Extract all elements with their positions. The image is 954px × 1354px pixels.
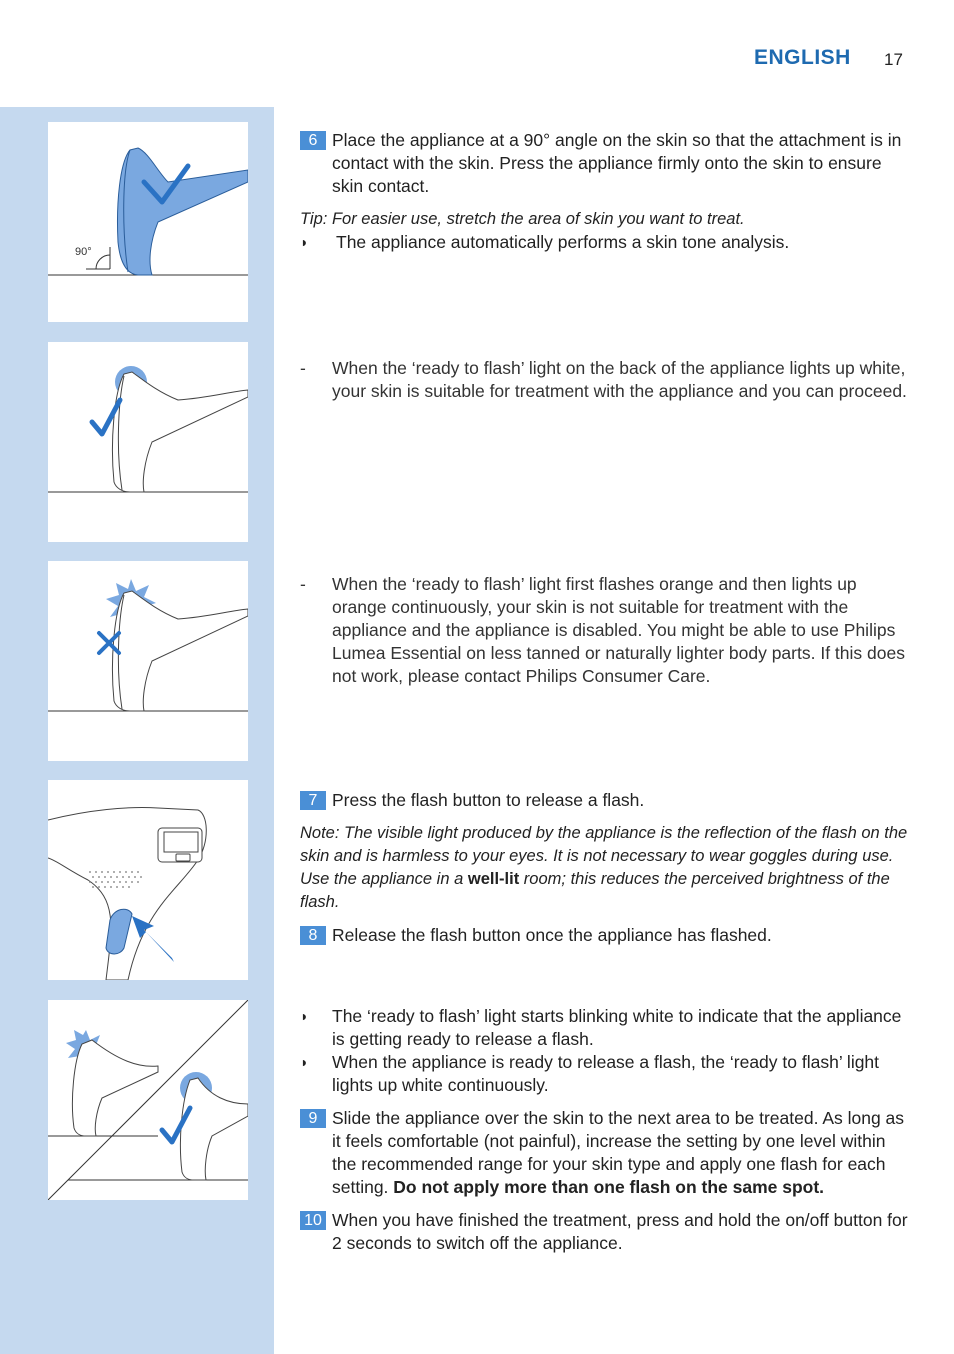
bullet-icon: ◗ — [300, 234, 309, 250]
step-text: When you have finished the treatment, press and hold the on/off button for 2 seconds to switch off the appliance. — [332, 1210, 908, 1253]
step-text: Press the flash button to release a flash. — [332, 790, 645, 810]
figure-ready-white — [48, 342, 248, 542]
figure-flash-button — [48, 780, 248, 980]
dash-marker: - — [300, 574, 306, 594]
info-text: When the ‘ready to flash’ light first flashes orange and then lights up orange continuously, your skin is not suitable for treatment with the appliance and the appliance is disabled. You might be able to use Philips Lumea Essential on less tanned or naturally lighter body parts. If this does not work, please contact Philips Consumer Care. — [332, 574, 905, 686]
panel-pointer — [248, 571, 274, 589]
panel-pointer — [248, 132, 274, 150]
step-6 — [300, 129, 910, 254]
step-number: 7 — [300, 791, 326, 810]
panel-pointer — [248, 352, 274, 370]
angle-label: 90° — [75, 246, 92, 258]
figure-90-degree-angle — [48, 122, 248, 322]
step-number: 9 — [300, 1109, 326, 1128]
after-flash-section — [300, 1005, 910, 1255]
step-text: Release the flash button once the appliance has flashed. — [332, 925, 772, 945]
ready-orange-info — [300, 573, 910, 688]
header-language: ENGLISH — [754, 46, 851, 69]
figure-ready-orange — [48, 561, 248, 761]
bullet-text: When the appliance is ready to release a flash, the ‘ready to flash’ light lights up white continuously. — [332, 1052, 880, 1095]
page-number: 17 — [884, 50, 903, 69]
dash-marker: - — [300, 358, 306, 378]
bullet-icon: ◗ — [300, 1008, 309, 1024]
bullet-icon: ◗ — [300, 1054, 309, 1070]
ready-white-info — [300, 357, 910, 403]
step-9 — [300, 1107, 910, 1199]
bullet-text: The ‘ready to flash’ light starts blinking white to indicate that the appliance is getting ready to release a flash. — [332, 1006, 902, 1049]
step-7 — [300, 789, 910, 947]
note-text: Note: The visible light produced by the appliance is the reflection of the flash on the skin and is harmless to your eyes. It is not necessary to wear goggles during use. Use the appliance in a well-lit room; this reduces the perceived brightness of the flash. — [300, 824, 908, 911]
bullet-text: The appliance automatically performs a skin tone analysis. — [336, 232, 790, 252]
step-number: 10 — [300, 1211, 326, 1230]
step-text: Place the appliance at a 90° angle on the skin so that the attachment is in contact with the skin. Press the appliance firmly onto the skin to ensure skin contact. — [332, 130, 902, 196]
step-number: 6 — [300, 131, 326, 150]
figure-slide-over-skin — [48, 1000, 248, 1200]
step-text: Slide the appliance over the skin to the next area to be treated. As long as it feels comfortable (not painful), increase the setting by one level within the recommended range for your skin type and apply one flash for each setting. Do not apply more than one flash on the same spot. — [332, 1108, 905, 1197]
panel-pointer — [248, 790, 274, 808]
panel-pointer — [248, 1010, 274, 1028]
step-number: 8 — [300, 926, 326, 945]
step-8 — [300, 924, 910, 947]
info-text: When the ‘ready to flash’ light on the back of the appliance lights up white, your skin is suitable for treatment with the appliance and you can proceed. — [332, 358, 907, 401]
tip-text: Tip: For easier use, stretch the area of skin you want to treat. — [300, 210, 745, 228]
step-10 — [300, 1209, 910, 1255]
